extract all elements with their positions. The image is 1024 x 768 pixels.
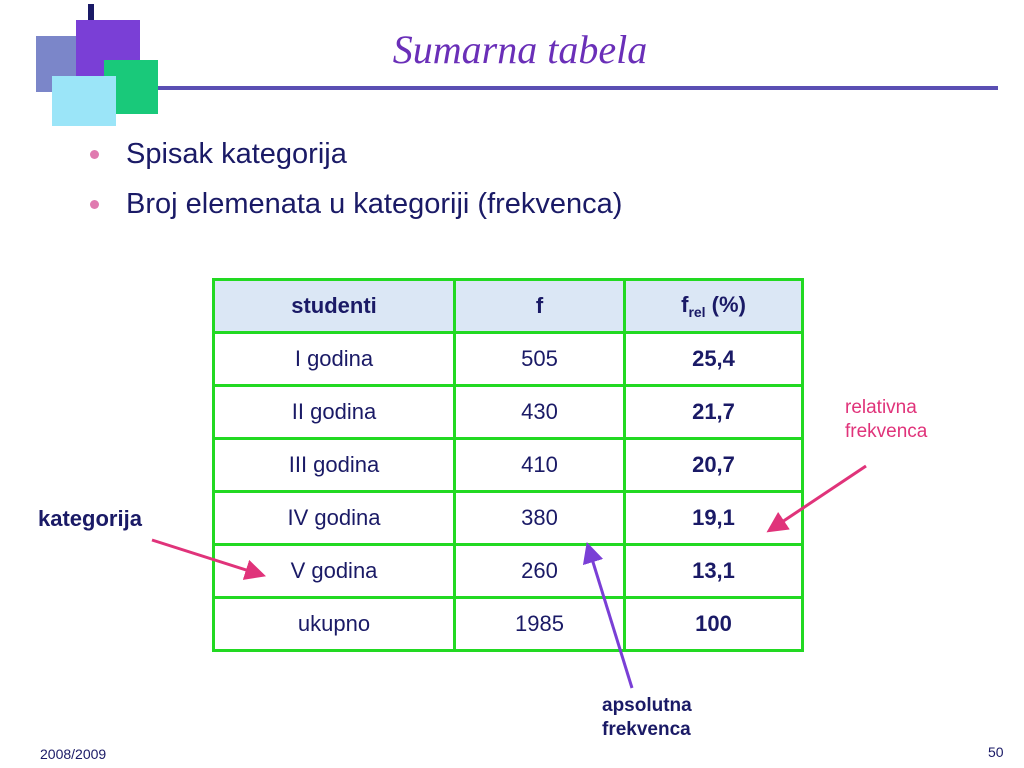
cell-category: III godina (214, 439, 455, 492)
cell-frequency: 1985 (455, 598, 625, 651)
header-category: studenti (214, 280, 455, 333)
bullet-dot-icon (90, 200, 99, 209)
table-row (214, 386, 803, 439)
annotation-apsolutna (602, 694, 692, 742)
annotation-relativna-line1: relativna (845, 397, 917, 418)
title-underline (36, 86, 998, 90)
cell-relative: 100 (625, 598, 803, 651)
cell-category: IV godina (214, 492, 455, 545)
cell-frequency: 410 (455, 439, 625, 492)
bullet-dot-icon (90, 150, 99, 159)
cell-category: V godina (214, 545, 455, 598)
cell-frequency: 260 (455, 545, 625, 598)
bullet-text: Broj elemenata u kategoriji (frekvenca) (126, 188, 623, 220)
bullet-text: Spisak kategorija (126, 138, 347, 170)
cell-relative: 21,7 (625, 386, 803, 439)
bullet-item (86, 185, 622, 223)
table-header-row (214, 280, 803, 333)
decor-square-cyan (52, 76, 116, 126)
table-row-total (214, 598, 803, 651)
header-rel-sub: rel (688, 304, 706, 320)
cell-relative: 20,7 (625, 439, 803, 492)
cell-frequency: 380 (455, 492, 625, 545)
bullet-list (86, 135, 622, 235)
annotation-relativna (845, 396, 927, 444)
table-row (214, 492, 803, 545)
cell-frequency: 430 (455, 386, 625, 439)
cell-relative: 19,1 (625, 492, 803, 545)
annotation-apsolutna-line1: apsolutna (602, 695, 692, 716)
bullet-item (86, 135, 622, 173)
header-frequency: f (455, 280, 625, 333)
annotation-relativna-line2: frekvenca (845, 421, 928, 442)
frequency-table (212, 278, 804, 652)
page-number: 50 (988, 744, 1004, 760)
annotation-kategorija: kategorija (38, 506, 142, 531)
header-rel-suffix: (%) (705, 292, 746, 317)
cell-category: II godina (214, 386, 455, 439)
cell-relative: 25,4 (625, 333, 803, 386)
table-row (214, 545, 803, 598)
annotation-apsolutna-line2: frekvenca (602, 719, 691, 740)
header-rel-base: f (681, 292, 689, 317)
cell-relative: 13,1 (625, 545, 803, 598)
cell-category: I godina (214, 333, 455, 386)
table-row (214, 439, 803, 492)
footer-year: 2008/2009 (40, 746, 107, 762)
cell-frequency: 505 (455, 333, 625, 386)
table-row (214, 333, 803, 386)
header-relative-frequency (625, 280, 803, 333)
slide-title: Sumarna tabela (392, 27, 648, 72)
cell-category: ukupno (214, 598, 455, 651)
